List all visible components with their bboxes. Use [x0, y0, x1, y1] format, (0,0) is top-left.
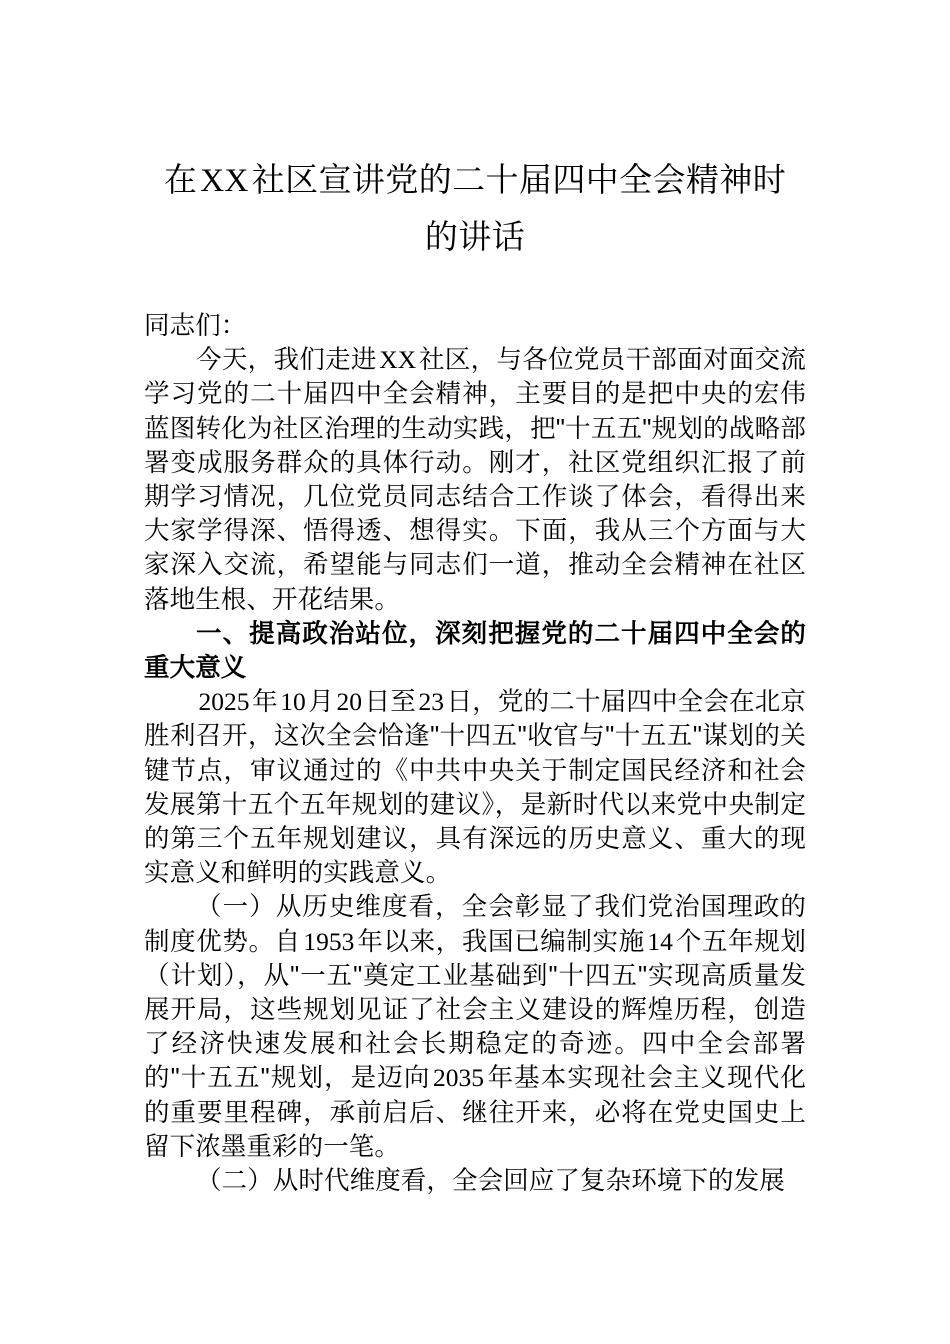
day-23: 23 [418, 687, 444, 717]
year-2035: 2035 [433, 1063, 485, 1093]
day-20: 20 [336, 687, 363, 717]
paragraph-section-1-item-1: （一）从历史维度看，全会彰显了我们党治国理政的制度优势。自1953年以来，我国已编制实施14个五年规划（计划），从"一五"奠定工业基础到"十四五"实现高质量发展开局，这些规划见证了社会主义建设的辉煌历程，创造了经济快速发展和社会长期稳定的奇迹。四中全会部署的"十五五"规划，是迈向2035年基本实现社会主义现代化的重要里程碑，承前启后、继往开来，必将在党史国史上留下浓墨重彩的一笔。 [144, 893, 806, 1161]
count-14: 14 [647, 926, 673, 956]
year-2025: 2025 [198, 687, 250, 717]
paragraph-section-1-intro: 2025年10月20日至23日，党的二十届四中全会在北京胜利召开，这次全会恰逢"十四五"收官与"十五五"谋划的关键节点，审议通过的《中共中央关于制定国民经济和社会发展第十五个五年规划的建议》，是新时代以来党中央制定的第三个五年规划建议，具有深远的历史意义、重大的现实意义和鲜明的实践意义。 [144, 687, 806, 888]
page-title [144, 0, 806, 265]
document-content [144, 0, 806, 1198]
year-1953: 1953 [303, 926, 355, 956]
placeholder-xx: XX [379, 345, 417, 375]
page-title-line-1: 在XX社区宣讲党的二十届四中全会精神时 [163, 161, 787, 199]
document-body [144, 309, 806, 1198]
salutation: 同志们： [144, 312, 247, 340]
paragraph-section-1-item-2: （二）从时代维度看，全会回应了复杂环境下的发展 [196, 1167, 785, 1196]
placeholder-xx: XX [200, 163, 249, 199]
section-heading-1: 一、提高政治站位，深刻把握党的二十届四中全会的重大意义 [144, 619, 806, 683]
month-10: 10 [280, 687, 306, 717]
page-title-line-2: 的讲话 [424, 218, 526, 255]
paragraph-opening: 今天，我们走进XX社区，与各位党员干部面对面交流学习党的二十届四中全会精神，主要目的是把中央的宏伟蓝图转化为社区治理的生动实践，把"十五五"规划的战略部署变成服务群众的具体行动。刚才，社区党组织汇报了前期学习情况，几位党员同志结合工作谈了体会，看得出来大家学得深、悟得透、想得实。下面，我从三个方面与大家深入交流，希望能与同志们一道，推动全会精神在社区落地生根、开花结果。 [144, 345, 806, 614]
